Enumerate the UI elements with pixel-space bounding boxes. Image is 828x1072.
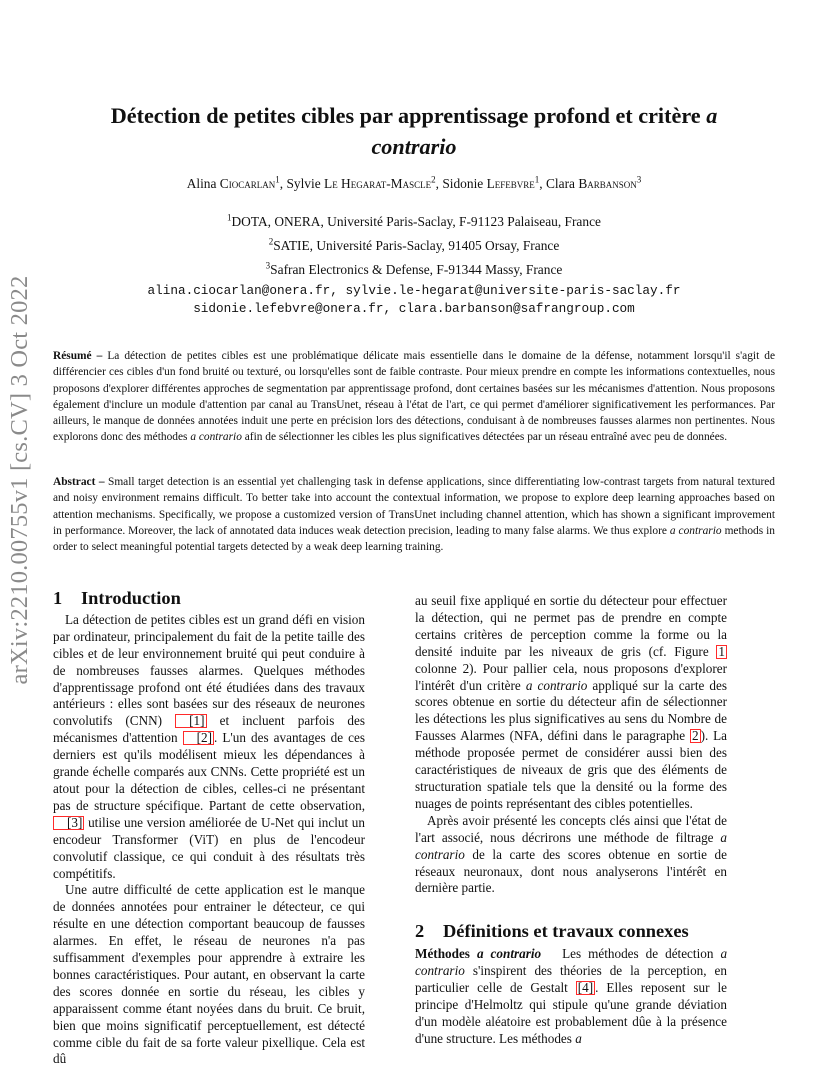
resume-label: Résumé –: [53, 350, 103, 362]
resume-block: Résumé – La détection de petites cibles est une problématique délicate mais essentielle dans le domaine de la défense, notamment lorsqu'il s'agit de différencier ces cibles d'un fond bruité ou texturé, ou lorsqu'elles sont de faible contraste. Pour mieux prendre en compte les informations contextuelles, nous proposons d'explorer différentes approches de segmentation par apprentissage profond, dont certaines basées sur les mécanismes d'attention. Nous proposons également d'inclure un module d'attention par canal au TransUnet, réseau à l'état de l'art, ce qui permet d'améliorer significativement les performances. Par ailleurs, le manque de données annotées induit une perte en précision lors des détections, conduisant à de nombreuses fausses alarmes non pertinentes. Nous explorons donc des méthodes a contrario afin de sélectionner les cibles les plus significatives détectées par un réseau entraîné avec peu de données.: [53, 350, 775, 444]
email-list: [60, 282, 768, 318]
citation-link[interactable]: [1]: [175, 714, 206, 728]
section-heading: 2 Définitions et travaux connexes: [415, 921, 689, 942]
author-list: Alina Ciocarlan$^1$, Sylvie Le Hegarat-Mascle$^2$, Sidonie Lefebvre$^1$, Clara Barbanson$^3$: [186, 174, 642, 191]
affiliation: $^1$DOTA, ONERA, Université Paris-Saclay, F-91123 Palaiseau, France: [227, 212, 601, 229]
author: Alina Ciocarlan$^1$: [186, 174, 280, 191]
citation-link[interactable]: [2]: [183, 731, 214, 745]
right-column: [415, 593, 727, 1048]
title-italic: a contrario: [371, 103, 718, 159]
paragraph: Méthodes a contrario Les méthodes de détection a contrario s'inspirent des théories de la perception, en particulier celle de Gestalt [4] . Elles reposent sur le principe d'Helmoltz qui stipule qu'une grande déviation d'un modèle aléatoire est probablement dûe à la présence d'une structure. Les méthodes a: [415, 946, 728, 1046]
arxiv-stamp: arXiv:2210.00755v1 [cs.CV] 3 Oct 2022: [6, 275, 33, 685]
paragraph: La détection de petites cibles est un grand défi en vision par ordinateur, principalement du fait de la petite taille des cibles et de leur environnement bruité qui peut conduire à de nombreuses fausses alarmes. Quelques méthodes d'apprentissage profond ont été étudiées dans des travaux antérieurs : elles sont basées sur des réseaux de neurones convolutifs (CNN) [1] et incluent parfois des mécanismes d'attention [2] . L'un des avantages de ces derniers est qu'ils modélisent mieux les dépendances à grande échelle comparés aux CNNs. Cette propriété est un atout pour la détection de cibles, celles-ci ne présentant pas de structure spécifique. Partant de cette observation, [3] utilise une version améliorée de U-Net qui inclut un encodeur Transformer (ViT) en plus de l'encodeur convolutif classique, ce qui conduit à des résultats très compétitifs.: [53, 611, 366, 881]
abstract-label: Abstract –: [53, 476, 105, 488]
author: Sylvie Le Hegarat-Mascle$^2$: [286, 174, 436, 191]
email-line: alina.ciocarlan@onera.fr, sylvie.le-hegarat@universite-paris-saclay.fr: [147, 283, 681, 298]
paper-title: [80, 100, 748, 162]
left-column: [53, 590, 365, 1068]
author: Clara Barbanson$^3$: [545, 174, 642, 191]
figure-link[interactable]: 1: [718, 643, 725, 659]
affiliation: $^3$Safran Electronics & Defense, F-91344 Massy, France: [265, 260, 563, 277]
abstract-block: Abstract – Small target detection is an essential yet challenging task in defense applications, since differentiating low-contrast targets from natural textured and noisy environment remains difficult. To better take into account the contextual information, we propose to explore deep learning approaches based on attention mechanisms. Specifically, we propose a customized version of TransUnet including channel attention, which has shown a significant improvement in performance. Moreover, the lack of annotated data induces weak detection precision, leading to many false alarms. We thus explore a contrario methods in order to select meaningful potential targets detected by a weak deep learning training.: [53, 476, 775, 554]
email-line: sidonie.lefebvre@onera.fr, clara.barbanson@safrangroup.com: [193, 301, 635, 316]
section-link[interactable]: 2: [691, 728, 699, 744]
title-main: Détection de petites cibles par apprentissage profond et critère: [110, 103, 701, 128]
affiliation: $^2$SATIE, Université Paris-Saclay, 91405 Orsay, France: [268, 236, 560, 253]
paragraph-heading: Méthodes a contrario: [415, 946, 542, 962]
citation-link[interactable]: [3]: [53, 816, 84, 830]
paragraph: Après avoir présenté les concepts clés ainsi que l'état de l'art associé, nous décrirons une méthode de filtrage a contrario de la carte des scores obtenue en sortie de réseaux neuronaux, dont nous analyserons l'intérêt en dernière partie.: [415, 812, 727, 896]
citation-link[interactable]: [4]: [577, 980, 594, 996]
paragraph: Une autre difficulté de cette application est le manque de données annotées pour entrainer le détecteur, ce qui résulte en une détection comportant beaucoup de fausses alarmes. En effet, le réseau de neurones n'a pas suffisamment d'exemples pour apprendre à extraire les bonnes caractéristiques. Pour autant, en observant la carte des scores donnée en sortie du réseau, les cibles y apparaissent comme étant noyées dans du bruit. Ce bruit, bien que moins significatif perceptuellement, est détecté comme cible du fait de sa forte valeur pixellique. Cela est dû: [53, 882, 365, 1067]
author: Sidonie Lefebvre$^1$: [442, 174, 540, 191]
paragraph: au seuil fixe appliqué en sortie du détecteur pour effectuer la détection, qui ne permet pas de prendre en compte certains critères de perception comme la forme ou la densité induite par les niveaux de gris (cf. Figure 1 colonne 2). Pour pallier cela, nous proposons d'explorer l'intérêt d'un critère a contrario appliqué sur la carte des scores obtenue en sortie du détecteur afin de sélectionner les détections les plus significatives au sens du Nombre de Fausses Alarmes (NFA, défini dans le paragraphe 2 ). La méthode proposée permet de considérer aussi bien des caractéristiques de niveaux de gris que des éléments de structuration spatiale tels que la densité ou la forme des nuages de points représentant des cibles potentielles.: [415, 593, 728, 811]
section-heading: 1 Introduction: [53, 588, 181, 608]
